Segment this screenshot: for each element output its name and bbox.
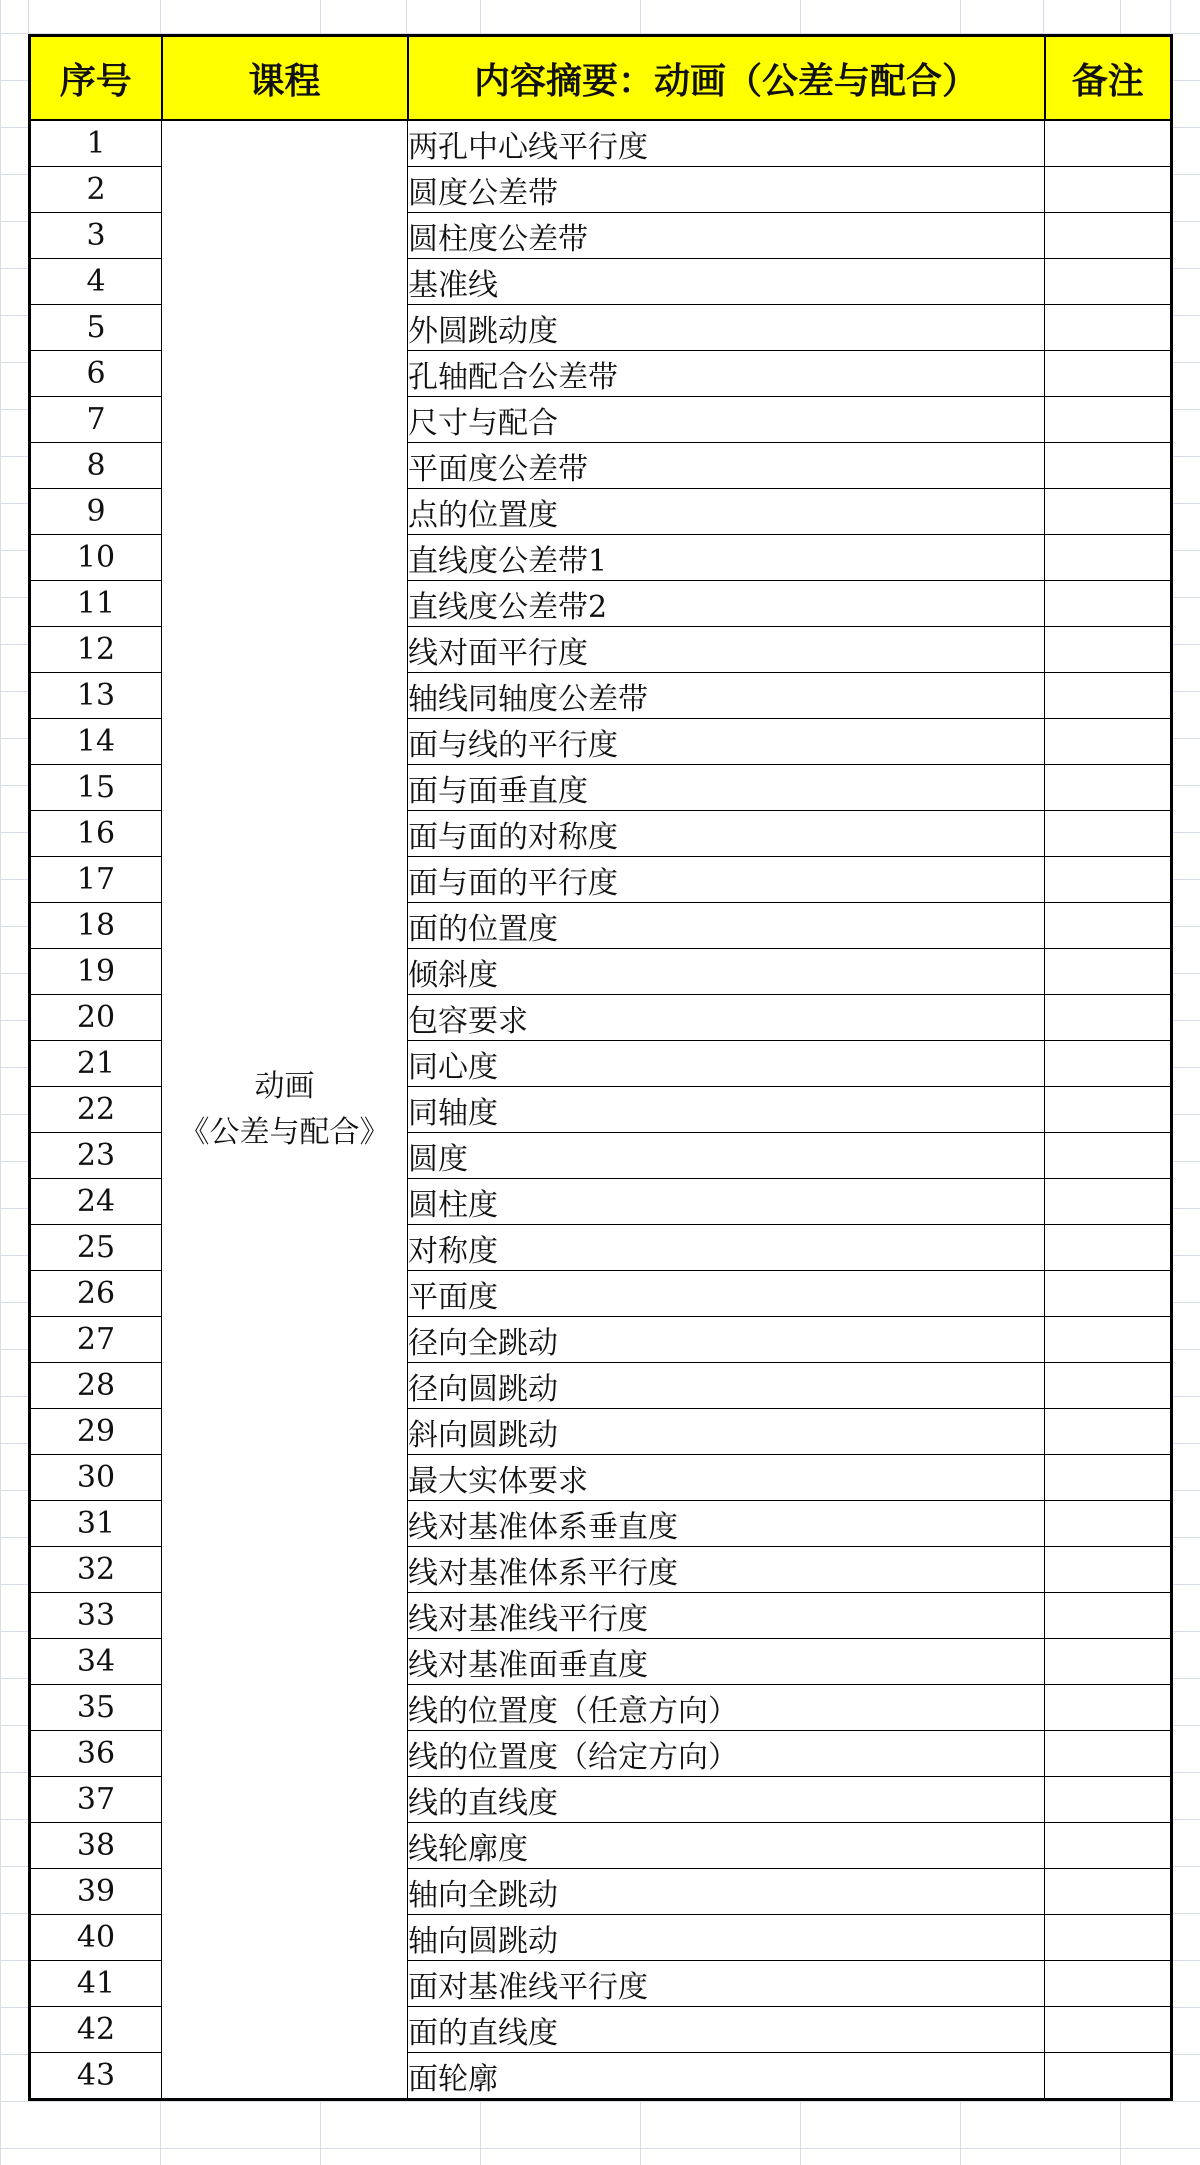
content-cell[interactable]: 平面度 — [408, 1271, 1045, 1317]
note-cell[interactable] — [1045, 673, 1172, 719]
note-cell[interactable] — [1045, 1133, 1172, 1179]
content-cell[interactable]: 线对面平行度 — [408, 627, 1045, 673]
content-cell[interactable]: 径向圆跳动 — [408, 1363, 1045, 1409]
course-name-line1: 动画 — [254, 1068, 315, 1104]
row-number-cell[interactable]: 4 — [30, 259, 162, 305]
row-number-cell[interactable]: 42 — [30, 2007, 162, 2053]
sheet-gridline — [1043, 0, 1044, 34]
note-cell[interactable] — [1045, 581, 1172, 627]
row-number-cell[interactable]: 1 — [30, 120, 162, 167]
note-cell[interactable] — [1045, 1777, 1172, 1823]
row-number-cell[interactable]: 16 — [30, 811, 162, 857]
row-number-cell[interactable]: 13 — [30, 673, 162, 719]
content-cell[interactable]: 面与面的平行度 — [408, 857, 1045, 903]
row-number-cell[interactable]: 10 — [30, 535, 162, 581]
note-cell[interactable] — [1045, 1455, 1172, 1501]
note-cell[interactable] — [1045, 2053, 1172, 2100]
content-cell[interactable]: 线对基准面垂直度 — [408, 1639, 1045, 1685]
note-cell[interactable] — [1045, 213, 1172, 259]
row-number-cell[interactable]: 43 — [30, 2053, 162, 2100]
row-number-cell[interactable]: 21 — [30, 1041, 162, 1087]
note-cell[interactable] — [1045, 2007, 1172, 2053]
row-number-cell[interactable]: 39 — [30, 1869, 162, 1915]
row-number-cell[interactable]: 25 — [30, 1225, 162, 1271]
table-row — [30, 120, 1172, 167]
note-cell[interactable] — [1045, 903, 1172, 949]
note-cell[interactable] — [1045, 811, 1172, 857]
row-number-cell[interactable]: 29 — [30, 1409, 162, 1455]
row-number-cell[interactable]: 8 — [30, 443, 162, 489]
header-cell-note[interactable]: 备注 — [1045, 36, 1172, 121]
note-cell[interactable] — [1045, 1363, 1172, 1409]
row-number-cell[interactable]: 20 — [30, 995, 162, 1041]
content-cell[interactable]: 径向全跳动 — [408, 1317, 1045, 1363]
note-cell[interactable] — [1045, 443, 1172, 489]
content-cell[interactable]: 直线度公差带2 — [408, 581, 1045, 627]
content-cell[interactable]: 直线度公差带1 — [408, 535, 1045, 581]
note-cell[interactable] — [1045, 1179, 1172, 1225]
content-cell[interactable]: 同心度 — [408, 1041, 1045, 1087]
row-number-cell[interactable]: 36 — [30, 1731, 162, 1777]
row-number-cell[interactable]: 15 — [30, 765, 162, 811]
row-number-cell[interactable]: 24 — [30, 1179, 162, 1225]
content-cell[interactable]: 倾斜度 — [408, 949, 1045, 995]
content-cell[interactable]: 孔轴配合公差带 — [408, 351, 1045, 397]
content-cell[interactable]: 点的位置度 — [408, 489, 1045, 535]
note-cell[interactable] — [1045, 1317, 1172, 1363]
content-cell[interactable]: 对称度 — [408, 1225, 1045, 1271]
content-cell[interactable]: 线的位置度（任意方向） — [408, 1685, 1045, 1731]
sheet-gridline — [406, 0, 407, 34]
content-cell[interactable]: 面轮廓 — [408, 2053, 1045, 2100]
row-number-cell[interactable]: 26 — [30, 1271, 162, 1317]
row-number-cell[interactable]: 14 — [30, 719, 162, 765]
note-cell[interactable] — [1045, 1041, 1172, 1087]
content-cell[interactable]: 圆柱度 — [408, 1179, 1045, 1225]
note-cell[interactable] — [1045, 167, 1172, 213]
row-number-cell[interactable]: 19 — [30, 949, 162, 995]
row-number-cell[interactable]: 9 — [30, 489, 162, 535]
content-cell[interactable]: 线的位置度（给定方向） — [408, 1731, 1045, 1777]
row-number-cell[interactable]: 33 — [30, 1593, 162, 1639]
content-cell[interactable]: 两孔中心线平行度 — [408, 120, 1045, 167]
note-cell[interactable] — [1045, 1961, 1172, 2007]
note-cell[interactable] — [1045, 120, 1172, 167]
note-cell[interactable] — [1045, 305, 1172, 351]
row-number-cell[interactable]: 23 — [30, 1133, 162, 1179]
note-cell[interactable] — [1045, 1639, 1172, 1685]
content-cell[interactable]: 轴向圆跳动 — [408, 1915, 1045, 1961]
content-cell[interactable]: 圆柱度公差带 — [408, 213, 1045, 259]
content-cell[interactable]: 面的位置度 — [408, 903, 1045, 949]
table-body — [30, 120, 1172, 2100]
course-content-table — [28, 34, 1173, 2101]
row-number-cell[interactable]: 3 — [30, 213, 162, 259]
note-cell[interactable] — [1045, 719, 1172, 765]
content-cell[interactable]: 面的直线度 — [408, 2007, 1045, 2053]
note-cell[interactable] — [1045, 1225, 1172, 1271]
row-number-cell[interactable]: 35 — [30, 1685, 162, 1731]
content-cell[interactable]: 线对基准线平行度 — [408, 1593, 1045, 1639]
content-cell[interactable]: 圆度 — [408, 1133, 1045, 1179]
row-number-cell[interactable]: 17 — [30, 857, 162, 903]
content-cell[interactable]: 轴向全跳动 — [408, 1869, 1045, 1915]
note-cell[interactable] — [1045, 1915, 1172, 1961]
note-cell[interactable] — [1045, 489, 1172, 535]
row-number-cell[interactable]: 40 — [30, 1915, 162, 1961]
note-cell[interactable] — [1045, 949, 1172, 995]
row-number-cell[interactable]: 22 — [30, 1087, 162, 1133]
note-cell[interactable] — [1045, 627, 1172, 673]
content-cell[interactable]: 斜向圆跳动 — [408, 1409, 1045, 1455]
note-cell[interactable] — [1045, 1271, 1172, 1317]
content-cell[interactable]: 轴线同轴度公差带 — [408, 673, 1045, 719]
sheet-gridline — [28, 0, 29, 34]
row-number-cell[interactable]: 5 — [30, 305, 162, 351]
row-number-cell[interactable]: 28 — [30, 1363, 162, 1409]
sheet-gridline — [160, 0, 161, 34]
content-cell[interactable]: 包容要求 — [408, 995, 1045, 1041]
row-number-cell[interactable]: 7 — [30, 397, 162, 443]
note-cell[interactable] — [1045, 1731, 1172, 1777]
note-cell[interactable] — [1045, 1547, 1172, 1593]
row-number-cell[interactable]: 32 — [30, 1547, 162, 1593]
note-cell[interactable] — [1045, 1593, 1172, 1639]
sheet-gridline — [1170, 0, 1171, 34]
content-cell[interactable]: 最大实体要求 — [408, 1455, 1045, 1501]
note-cell[interactable] — [1045, 535, 1172, 581]
note-cell[interactable] — [1045, 1869, 1172, 1915]
content-cell[interactable]: 同轴度 — [408, 1087, 1045, 1133]
row-number-cell[interactable]: 2 — [30, 167, 162, 213]
note-cell[interactable] — [1045, 259, 1172, 305]
note-cell[interactable] — [1045, 1087, 1172, 1133]
course-name-line2: 《公差与配合》 — [179, 1114, 390, 1150]
row-number-cell[interactable]: 11 — [30, 581, 162, 627]
content-cell[interactable]: 外圆跳动度 — [408, 305, 1045, 351]
note-cell[interactable] — [1045, 995, 1172, 1041]
row-number-cell[interactable]: 31 — [30, 1501, 162, 1547]
row-number-cell[interactable]: 27 — [30, 1317, 162, 1363]
row-number-cell[interactable]: 34 — [30, 1639, 162, 1685]
note-cell[interactable] — [1045, 397, 1172, 443]
note-cell[interactable] — [1045, 351, 1172, 397]
table-header — [30, 36, 1172, 121]
row-number-cell[interactable]: 18 — [30, 903, 162, 949]
note-cell[interactable] — [1045, 1823, 1172, 1869]
content-cell[interactable]: 圆度公差带 — [408, 167, 1045, 213]
content-cell[interactable]: 线的直线度 — [408, 1777, 1045, 1823]
content-cell[interactable]: 面与面垂直度 — [408, 765, 1045, 811]
row-number-cell[interactable]: 12 — [30, 627, 162, 673]
content-cell[interactable]: 尺寸与配合 — [408, 397, 1045, 443]
header-cell-course[interactable]: 课程 — [162, 36, 408, 121]
content-cell[interactable]: 线轮廓度 — [408, 1823, 1045, 1869]
row-number-cell[interactable]: 30 — [30, 1455, 162, 1501]
row-number-cell[interactable]: 41 — [30, 1961, 162, 2007]
header-row — [30, 36, 1172, 121]
content-cell[interactable]: 面对基准线平行度 — [408, 1961, 1045, 2007]
content-cell[interactable]: 平面度公差带 — [408, 443, 1045, 489]
note-cell[interactable] — [1045, 1501, 1172, 1547]
note-cell[interactable] — [1045, 1685, 1172, 1731]
content-cell[interactable]: 线对基准体系平行度 — [408, 1547, 1045, 1593]
course-merged-cell[interactable] — [162, 120, 408, 2100]
row-number-cell[interactable]: 6 — [30, 351, 162, 397]
header-cell-no[interactable]: 序号 — [30, 36, 162, 121]
content-cell[interactable]: 基准线 — [408, 259, 1045, 305]
content-cell[interactable]: 线对基准体系垂直度 — [408, 1501, 1045, 1547]
note-cell[interactable] — [1045, 857, 1172, 903]
header-cell-content[interactable]: 内容摘要：动画（公差与配合） — [408, 36, 1045, 121]
row-number-cell[interactable]: 38 — [30, 1823, 162, 1869]
content-cell[interactable]: 面与面的对称度 — [408, 811, 1045, 857]
note-cell[interactable] — [1045, 1409, 1172, 1455]
row-number-cell[interactable]: 37 — [30, 1777, 162, 1823]
note-cell[interactable] — [1045, 765, 1172, 811]
content-cell[interactable]: 面与线的平行度 — [408, 719, 1045, 765]
